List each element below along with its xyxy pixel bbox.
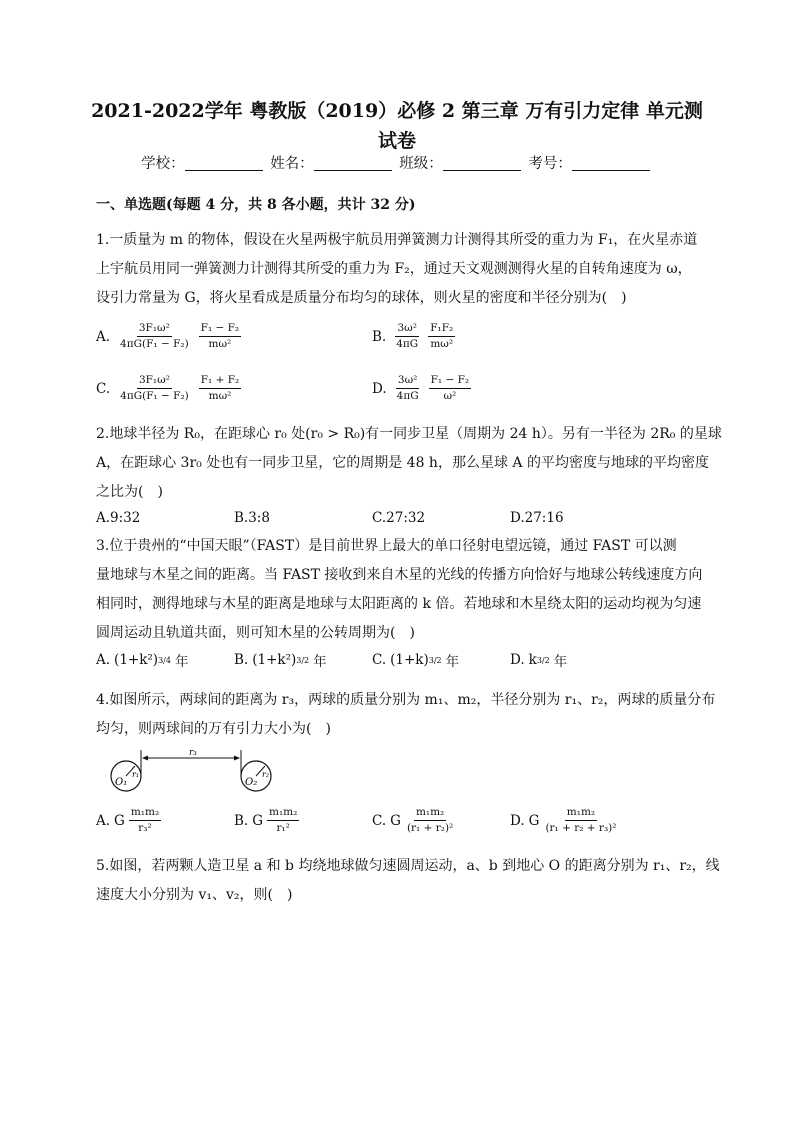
q1-line-1: 1.一质量为 m 的物体，假设在火星两极宇航员用弹簧测力计测得其所受的重力为 F₁，在火星赤道 xyxy=(96,232,698,248)
distance-arrow-right xyxy=(234,756,240,761)
q3-option-c[interactable]: C. (1+k) 3/2 年 xyxy=(372,652,460,670)
q1-b-density: $\frac{\text{3ω²}}{4\pi G}$ xyxy=(396,322,419,350)
q3-option-b[interactable]: B. (1+k²) 3/2 年 xyxy=(234,652,327,670)
question-4 xyxy=(96,686,716,744)
name-blank[interactable] xyxy=(314,155,392,171)
class-label: 班级： xyxy=(399,156,443,172)
student-info-row xyxy=(0,152,794,173)
q2-line-3: 之比为( ) xyxy=(96,484,163,500)
q4-option-b[interactable]: B. G $\frac{\text{m₁m₂}}{\text{r₁²}}$ xyxy=(234,806,298,834)
distance-label: r₃ xyxy=(189,748,197,758)
q4-line-1: 4.如图所示，两球间的距离为 r₃，两球的质量分别为 m₁、m₂，半径分别为 r₁、r₂，两球的质量分布 xyxy=(96,692,716,708)
name-label: 姓名： xyxy=(270,156,314,172)
q2-option-a[interactable]: A.9:32 xyxy=(96,510,141,526)
distance-arrow-left xyxy=(142,756,148,761)
q2-option-d[interactable]: D.27:16 xyxy=(510,510,564,526)
q1-option-d[interactable]: D. $\frac{\text{3ω²}}{4\pi G}$ $\frac{\text{F₁ − F₂}}{\text{ω²}}$ xyxy=(372,374,470,402)
q4-line-2: 均匀，则两球间的万有引力大小为( ) xyxy=(96,721,331,737)
q1-line-2: 上宇航员用同一弹簧测力计测得其所受的重力为 F₂，通过天文观测测得火星的自转角速度为 ω， xyxy=(96,261,692,277)
q1-a-density: $\frac{\text{3F₁ω²}}{\text{4πG(F₁ − F₂)}}$ xyxy=(120,322,189,350)
title-line-1: 2021-2022学年 粤教版（2019）必修 2 第三章 万有引力定律 单元测 xyxy=(91,100,703,122)
q1-b-radius: $\frac{\text{F₁F₂}}{\text{mω²}}$ xyxy=(430,322,454,350)
question-3 xyxy=(96,532,703,648)
q1-c-density: $\frac{\text{3F₁ω²}}{\text{4πG(F₁ − F₂)}}$ xyxy=(120,374,189,402)
q2-line-1: 2.地球半径为 R₀，在距球心 r₀ 处(r₀ > R₀)有一同步卫星（周期为 24 h）。另有一半径为 2R₀ 的星球 xyxy=(96,426,722,442)
q1-option-c[interactable]: C. $\frac{\text{3F₁ω²}}{\text{4πG(F₁ − F₂)}}$ $\frac{\text{F₁ + F₂}}{\text{mω²}}$ xyxy=(96,374,240,402)
q4-option-c[interactable]: C. G $\frac{\text{m₁m₂}}{\text{(r₁ + r₂)²}}$ xyxy=(372,806,454,834)
right-center-label: O₂ xyxy=(245,777,258,788)
q1-d-radius: $\frac{\text{F₁ − F₂}}{\text{ω²}}$ xyxy=(430,374,470,402)
exam-title xyxy=(60,96,734,156)
q4-option-a[interactable]: A. G $\frac{\text{m₁m₂}}{\text{r₃²}}$ xyxy=(96,806,160,834)
question-1 xyxy=(96,226,700,313)
q1-option-a[interactable]: A. $\frac{\text{3F₁ω²}}{\text{4πG(F₁ − F₂)}}$ $\frac{\text{F₁ − F₂}}{\text{mω²}}$ xyxy=(96,322,240,350)
question-5 xyxy=(96,852,720,910)
q4-option-d[interactable]: D. G $\frac{\text{m₁m₂}}{\text{(r₁ + r₂ + r₃)²}}$ xyxy=(510,806,617,834)
q1-line-3: 设引力常量为 G，将火星看成是质量分布均匀的球体，则火星的密度和半径分别为( ) xyxy=(96,290,627,306)
number-blank[interactable] xyxy=(572,155,650,171)
q5-line-2: 速度大小分别为 v₁、v₂，则( ) xyxy=(96,887,293,903)
q3-line-1: 3.位于贵州的“中国天眼”（FAST）是目前世界上最大的单口径射电望远镜，通过 FAST 可以测 xyxy=(96,538,677,554)
q1-a-radius: $\frac{\text{F₁ − F₂}}{\text{mω²}}$ xyxy=(200,322,240,350)
q1-c-radius: $\frac{\text{F₁ + F₂}}{\text{mω²}}$ xyxy=(200,374,240,402)
number-label: 考号： xyxy=(528,156,572,172)
class-blank[interactable] xyxy=(443,155,521,171)
q3-line-4: 圆周运动且轨道共面，则可知木星的公转周期为( ) xyxy=(96,625,415,641)
school-blank[interactable] xyxy=(185,155,263,171)
two-spheres-figure xyxy=(104,746,284,794)
q3-line-3: 相同时，测得地球与木星的距离是地球与太阳距离的 k 倍。若地球和木星绕太阳的运动均视为匀速 xyxy=(96,596,702,612)
section-heading: 一、单选题(每题 4 分，共 8 各小题，共计 32 分) xyxy=(96,197,416,213)
q2-line-2: A，在距球心 3r₀ 处也有一同步卫星，它的周期是 48 h，那么星球 A 的平均密度与地球的平均密度 xyxy=(96,455,709,471)
school-label: 学校： xyxy=(141,156,185,172)
q1-d-density: $\frac{\text{3ω²}}{4\pi G}$ xyxy=(396,374,419,402)
left-center-label: O₁ xyxy=(115,777,128,788)
left-radius-label: r₁ xyxy=(132,770,140,779)
q5-line-1: 5.如图，若两颗人造卫星 a 和 b 均绕地球做匀速圆周运动，a、b 到地心 O 的距离分别为 r₁、r₂，线 xyxy=(96,858,720,874)
q3-line-2: 量地球与木星之间的距离。当 FAST 接收到来自木星的光线的传播方向恰好与地球公转线速度方向 xyxy=(96,567,703,583)
q2-option-b[interactable]: B.3:8 xyxy=(234,510,270,526)
title-line-2: 试卷 xyxy=(377,130,416,152)
q1-option-b[interactable]: B. $\frac{\text{3ω²}}{4\pi G}$ $\frac{\text{F₁F₂}}{\text{mω²}}$ xyxy=(372,322,454,350)
q2-option-c[interactable]: C.27:32 xyxy=(372,510,426,526)
question-2 xyxy=(96,420,722,507)
q3-option-a[interactable]: A. (1+k²) 3/4 年 xyxy=(96,652,189,670)
right-radius-label: r₂ xyxy=(262,770,270,779)
q3-option-d[interactable]: D. k 3/2 年 xyxy=(510,652,568,670)
